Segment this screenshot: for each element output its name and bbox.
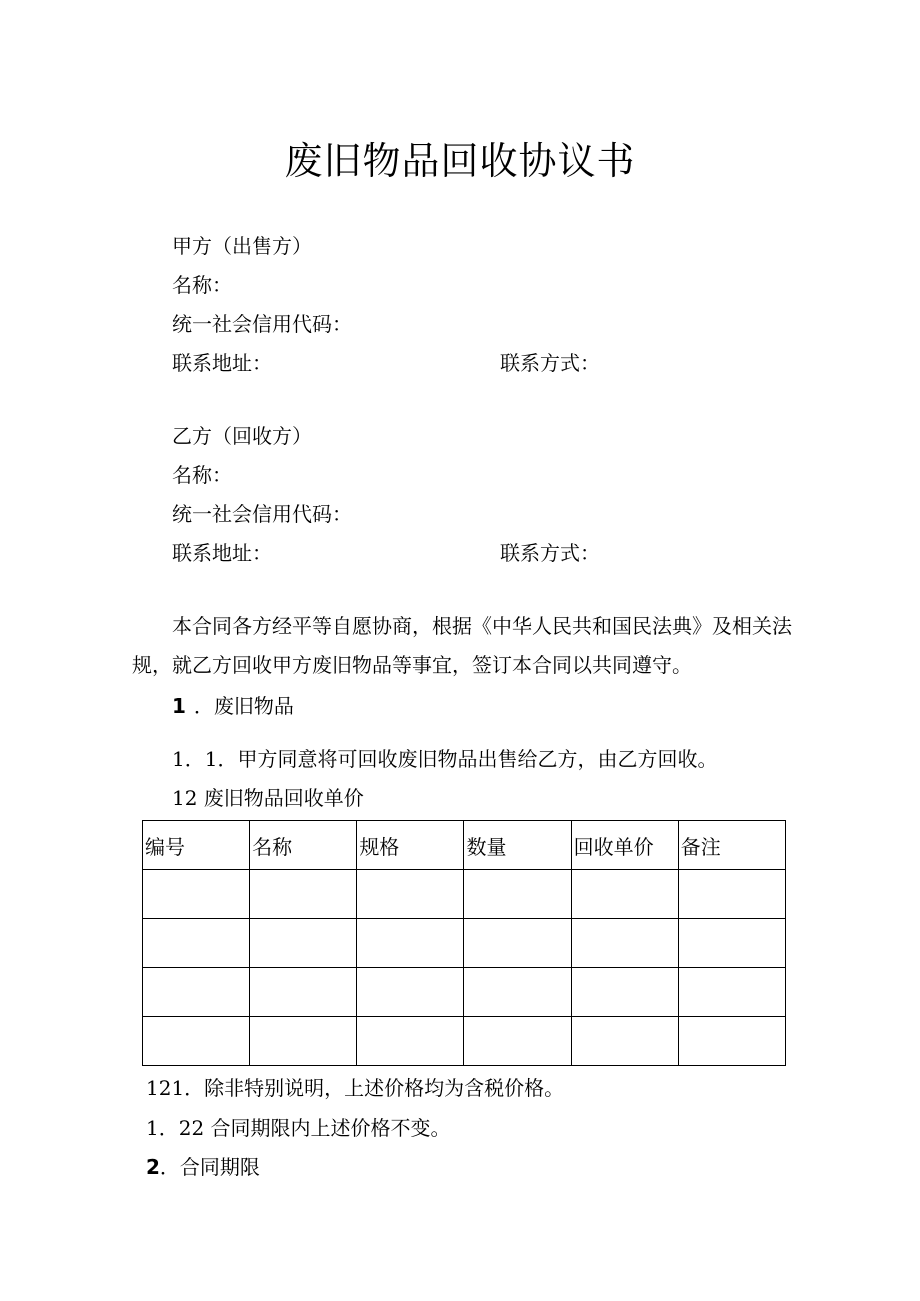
table-cell <box>678 870 785 919</box>
table-cell <box>357 1017 464 1066</box>
section-2-number: 2 <box>146 1155 160 1179</box>
table-cell <box>571 1017 678 1066</box>
table-row <box>143 1017 786 1066</box>
table-cell <box>571 919 678 968</box>
table-header-cell: 数量 <box>464 821 571 870</box>
party-b-contact-label: 联系方式： <box>500 541 600 565</box>
table-cell <box>143 1017 250 1066</box>
party-a-address-label: 联系地址： <box>172 351 272 375</box>
table-cell <box>143 919 250 968</box>
recycling-price-table <box>142 820 786 1066</box>
table-cell <box>678 919 785 968</box>
table-cell <box>250 870 357 919</box>
party-a-contact-label: 联系方式： <box>500 351 600 375</box>
clause-1-2: 12 废旧物品回收单价 <box>172 786 364 810</box>
preamble-line-2: 规，就乙方回收甲方废旧物品等事宜，签订本合同以共同遵守。 <box>132 653 692 677</box>
table-cell <box>357 968 464 1017</box>
section-1-heading <box>172 692 294 720</box>
table-header-cell: 备注 <box>678 821 785 870</box>
section-2-title: ．合同期限 <box>159 1155 260 1179</box>
table-cell <box>357 870 464 919</box>
table-row <box>143 919 786 968</box>
table-cell <box>571 870 678 919</box>
table-cell <box>464 919 571 968</box>
table-cell <box>357 919 464 968</box>
party-b-name-label: 名称： <box>172 463 232 487</box>
clause-1-1: 1．1．甲方同意将可回收废旧物品出售给乙方，由乙方回收。 <box>172 747 718 771</box>
section-1-title: ．废旧物品 <box>193 694 294 718</box>
table-cell <box>143 968 250 1017</box>
table-header-row <box>143 821 786 870</box>
table-row <box>143 870 786 919</box>
table-cell <box>250 1017 357 1066</box>
table-header-cell: 名称 <box>250 821 357 870</box>
section-2-heading <box>146 1153 260 1181</box>
table-cell <box>678 1017 785 1066</box>
table-header-cell: 规格 <box>357 821 464 870</box>
preamble-line-1: 本合同各方经平等自愿协商，根据《中华人民共和国民法典》及相关法 <box>172 614 792 638</box>
party-b-address-label: 联系地址： <box>172 541 272 565</box>
section-1-number: 1 <box>172 694 186 718</box>
table-cell <box>464 870 571 919</box>
party-a-credit-code-label: 统一社会信用代码： <box>172 312 352 336</box>
table-cell <box>250 919 357 968</box>
party-a-name-label: 名称： <box>172 273 232 297</box>
table-cell <box>571 968 678 1017</box>
table-row <box>143 968 786 1017</box>
table-header-cell: 编号 <box>143 821 250 870</box>
table-cell <box>464 1017 571 1066</box>
table-cell <box>250 968 357 1017</box>
table-header-cell: 回收单价 <box>571 821 678 870</box>
party-a-heading: 甲方（出售方） <box>172 234 312 258</box>
table-cell <box>143 870 250 919</box>
party-b-credit-code-label: 统一社会信用代码： <box>172 502 352 526</box>
document-title: 废旧物品回收协议书 <box>284 139 636 183</box>
clause-1-2-2: 1．22 合同期限内上述价格不变。 <box>146 1116 451 1140</box>
party-b-heading: 乙方（回收方） <box>172 424 312 448</box>
clause-1-2-1: 121．除非特别说明，上述价格均为含税价格。 <box>146 1076 565 1100</box>
table-cell <box>678 968 785 1017</box>
table-cell <box>464 968 571 1017</box>
